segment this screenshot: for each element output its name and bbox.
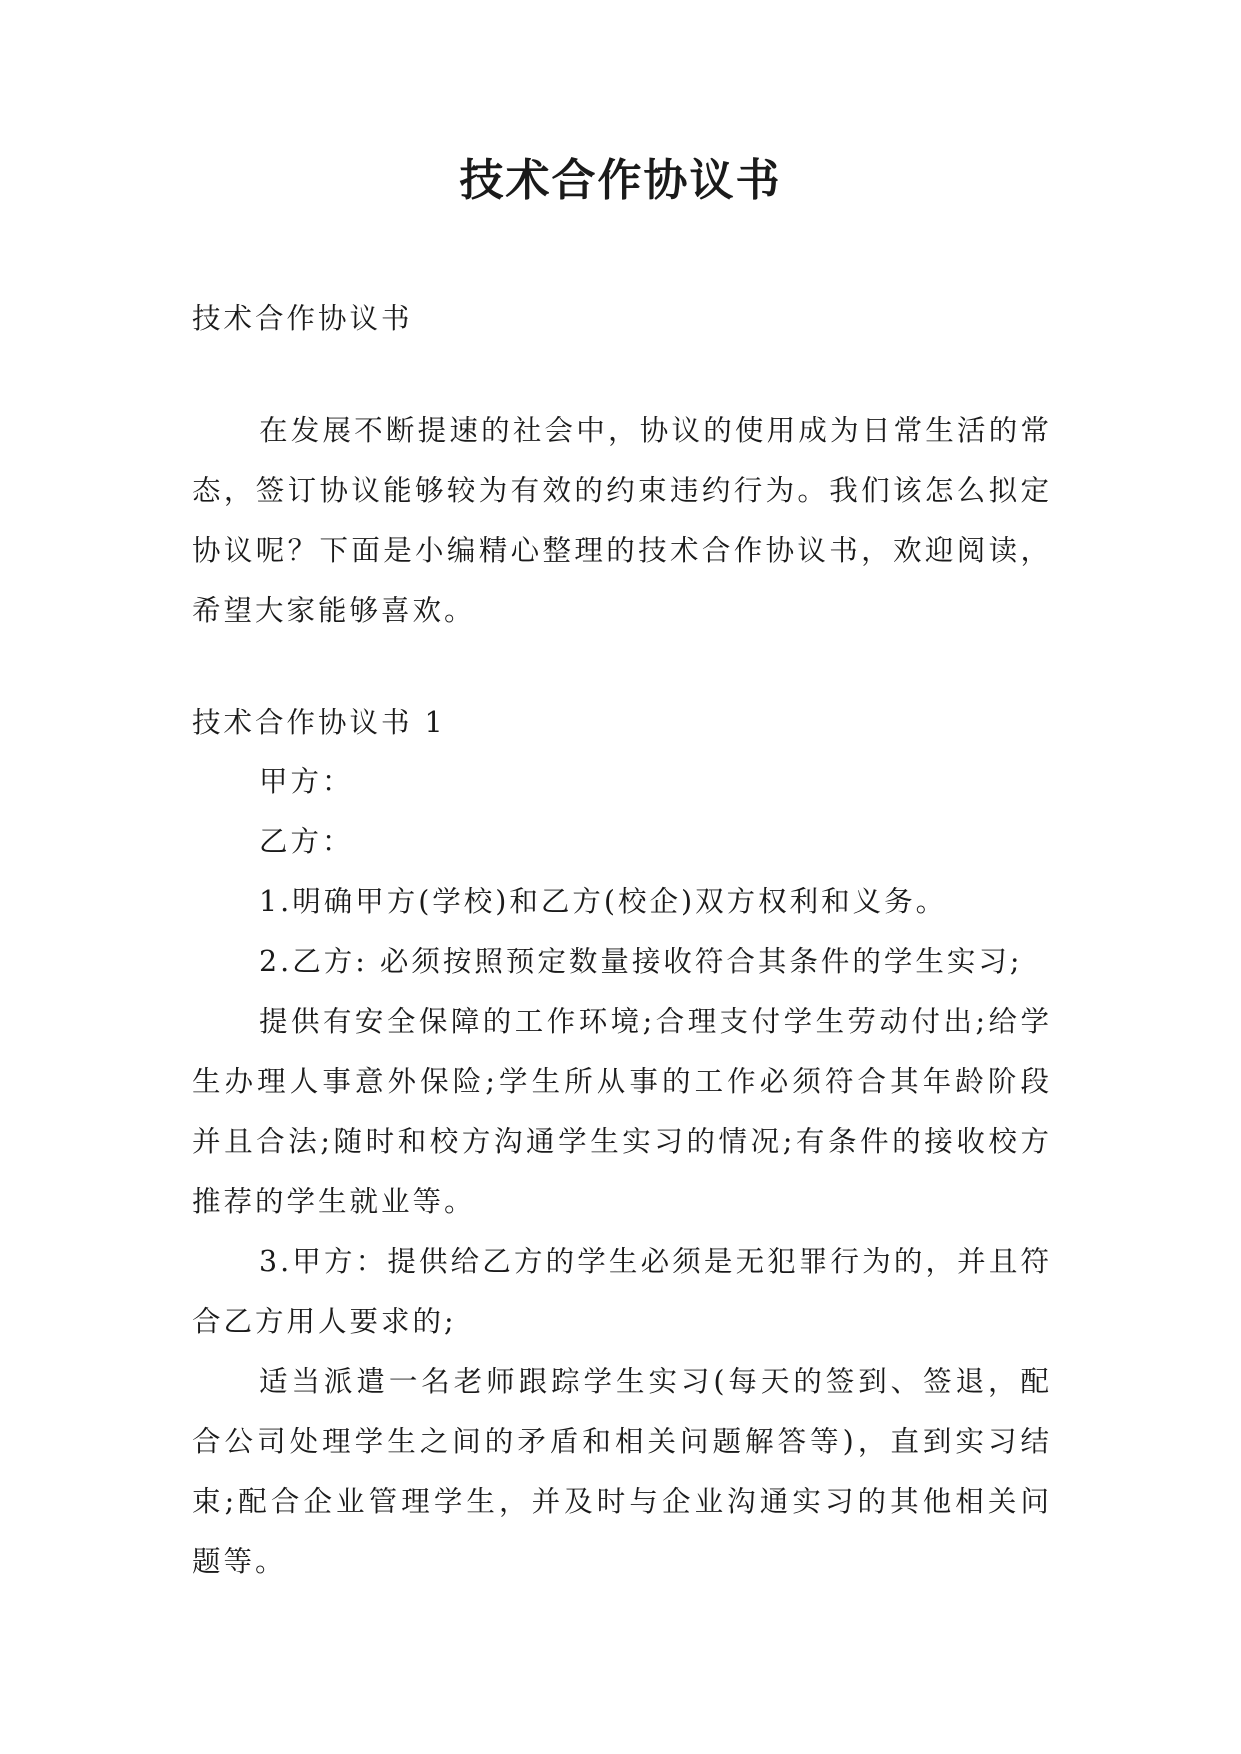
clause-3-details: 适当派遣一名老师跟踪学生实习(每天的签到、签退，配合公司处理学生之间的矛盾和相关问题解答等)，直到实习结束;配合企业管理学生，并及时与企业沟通实习的其他相关问题等。 xyxy=(192,1365,1052,1578)
clause-2-details: 提供有安全保障的工作环境;合理支付学生劳动付出;给学生办理人事意外保险;学生所从事的工作必须符合其年龄阶段并且合法;随时和校方沟通学生实习的情况;有条件的接收校方推荐的学生就业等。 xyxy=(192,1005,1052,1218)
section-heading: 技术合作协议书 1 xyxy=(192,706,446,739)
clause-2: 2.乙方: 必须按照预定数量接收符合其条件的学生实习; xyxy=(259,945,1023,978)
party-a-line: 甲方： xyxy=(259,765,354,798)
clause-3: 3.甲方：提供给乙方的学生必须是无犯罪行为的，并且符合乙方用人要求的; xyxy=(192,1245,1052,1338)
party-b-line: 乙方： xyxy=(259,825,354,858)
intro-paragraph: 在发展不断提速的社会中，协议的使用成为日常生活的常态，签订协议能够较为有效的约束违约行为。我们该怎么拟定协议呢？下面是小编精心整理的技术合作协议书，欢迎阅读，希望大家能够喜欢。 xyxy=(192,414,1052,627)
document-title: 技术合作协议书 xyxy=(459,155,782,206)
document-subtitle: 技术合作协议书 xyxy=(192,302,413,335)
agreement-clauses xyxy=(192,752,1052,1592)
clause-1: 1.明确甲方(学校)和乙方(校企)双方权利和义务。 xyxy=(259,885,948,918)
